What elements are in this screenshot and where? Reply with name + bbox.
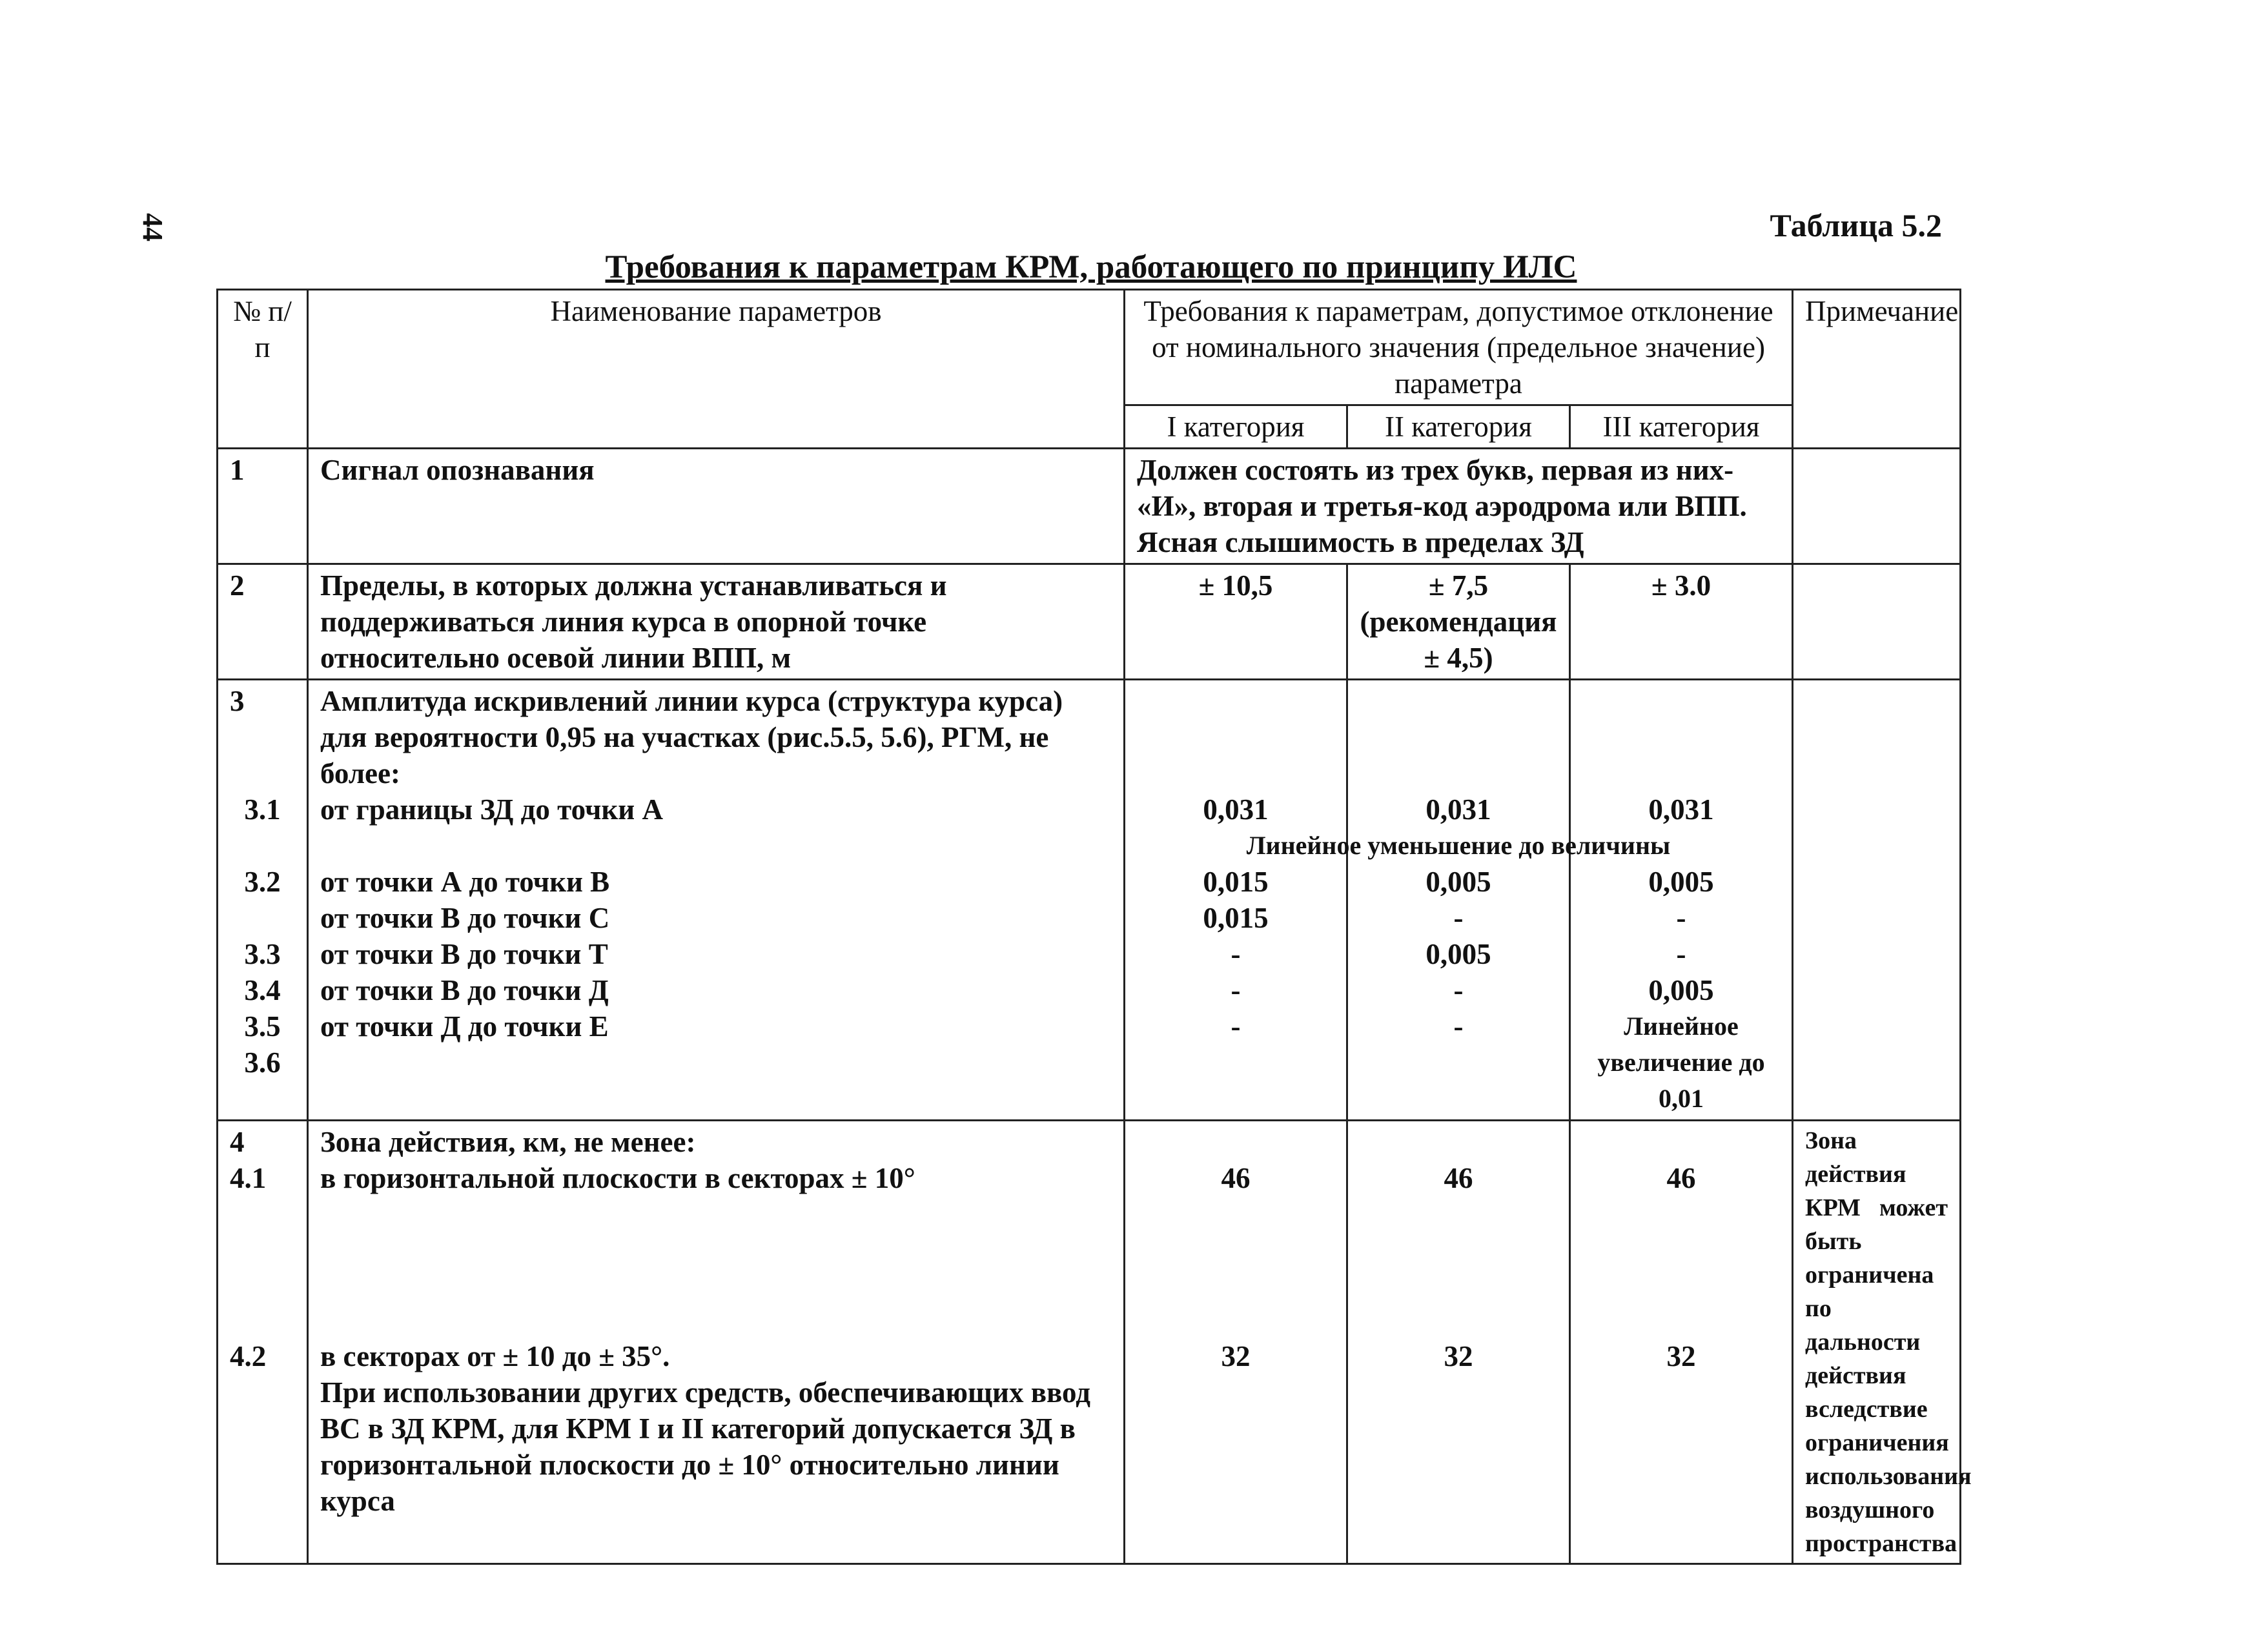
row4-cat2-0: 46 (1444, 1162, 1473, 1194)
row4-cat1-0: 46 (1221, 1162, 1251, 1194)
row2-note (1793, 564, 1961, 680)
row4-cat1-1: 32 (1221, 1340, 1251, 1372)
header-cat1: I категория (1125, 405, 1347, 449)
row4-num-2: 4.2 (230, 1340, 267, 1372)
row3-cat2-7: - (1453, 1010, 1464, 1043)
row3-name-3: от точки А до точки В (320, 866, 610, 898)
row4-name-1: в горизонтальной плоскости в секторах ± 10° (320, 1162, 915, 1194)
header-name: Наименование параметров (308, 290, 1125, 449)
row3-cat2-3: 0,005 (1425, 866, 1491, 898)
row2-name: Пределы, в которых должна устанавливаться и поддерживаться линия курса в опорной точке относительно осевой линии ВПП, м (308, 564, 1125, 680)
row3-cat3-3: 0,005 (1648, 866, 1714, 898)
row2-cat2: ± 7,5 (рекомендация ± 4,5) (1347, 564, 1570, 680)
row4-cat3-0: 46 (1666, 1162, 1696, 1194)
row2-num: 2 (218, 564, 308, 680)
row3-cat2-1: 0,031 (1425, 793, 1491, 826)
row3-name-0: Амплитуда искривлений линии курса (структура курса) для вероятности 0,95 на участках (рис.5.5, 5.6), РГМ, не более: (320, 685, 1063, 789)
requirements-table (216, 289, 1972, 1565)
row3-cat3 (1570, 680, 1793, 1121)
page-number: 44 (137, 213, 169, 241)
row1-num: 1 (218, 449, 308, 564)
row3-name-6: от точки В до точки Д (320, 974, 609, 1006)
header-row (218, 290, 1961, 405)
header-note: Примечание (1793, 290, 1961, 449)
row3-cat2-6: - (1453, 974, 1464, 1006)
row3-num-6: 3.4 (244, 974, 281, 1006)
row3-cat3-7: Линейное увеличение до 0,01 (1597, 1012, 1765, 1113)
row3-names (308, 680, 1125, 1121)
row3-cat1-3: 0,015 (1203, 866, 1269, 898)
row3-cat2 (1246, 680, 1671, 1121)
row4-num-1: 4.1 (230, 1162, 267, 1194)
row3-cat2-4: - (1453, 902, 1464, 934)
row3-cat3-5: - (1676, 938, 1686, 970)
row4-name-2: в секторах от ± 10 до ± 35°. (320, 1340, 670, 1372)
row4-num-0: 4 (230, 1126, 245, 1158)
row3-cat1-4: 0,015 (1203, 902, 1269, 934)
header-num: № п/п (218, 290, 308, 449)
table-title: Требования к параметрам КРМ, работающего по принципу ИЛС (605, 249, 1577, 285)
header-requirements: Требования к параметрам, допустимое отклонение от номинального значения (предельное значение) параметра (1125, 290, 1793, 405)
row3-cat1-6: - (1231, 974, 1241, 1006)
row3-cat1 (1125, 680, 1347, 1121)
table-row-2 (218, 564, 1961, 680)
row3-cat3-6: 0,005 (1648, 974, 1714, 1006)
row3-name-1: от границы ЗД до точки А (320, 793, 663, 826)
row1-name: Сигнал опознавания (308, 449, 1125, 564)
row2-cat1: ± 10,5 (1125, 564, 1347, 680)
row3-cat1-7: - (1231, 1010, 1241, 1043)
row4-cat2 (1347, 1121, 1570, 1564)
row3-cat1-1: 0,031 (1203, 793, 1269, 826)
row3-cat1-5: - (1231, 938, 1241, 970)
table-row-3 (218, 680, 1961, 1121)
row3-name-4: от точки В до точки С (320, 902, 610, 934)
row3-num-7: 3.5 (244, 1010, 281, 1043)
row4-cat1 (1125, 1121, 1347, 1564)
row4-name-0: Зона действия, км, не менее: (320, 1126, 696, 1158)
row3-note (1793, 680, 1961, 1121)
row3-cat2-5: 0,005 (1425, 938, 1491, 970)
row3-num-5: 3.3 (244, 938, 281, 970)
row4-names (308, 1121, 1125, 1564)
row3-name-5: от точки В до точки Т (320, 938, 608, 970)
row3-cat3-4: - (1676, 902, 1686, 934)
header-cat2: II категория (1347, 405, 1570, 449)
row1-requirement: Должен состоять из трех букв, первая из них- «И», вторая и третья-код аэродрома или ВПП. Ясная слышимость в пределах ЗД (1125, 449, 1793, 564)
row3-name-7: от точки Д до точки Е (320, 1010, 609, 1043)
row3-linear-note: Линейное уменьшение до величины (1246, 831, 1671, 860)
row4-cat3-1: 32 (1666, 1340, 1696, 1372)
row2-cat3: ± 3.0 (1570, 564, 1793, 680)
row3-num-3: 3.2 (244, 866, 281, 898)
row3-num-1: 3.1 (244, 793, 281, 826)
row3-num-0: 3 (230, 685, 245, 717)
table-label: Таблица 5.2 (1770, 207, 1942, 243)
row4-nums (218, 1121, 308, 1564)
header-cat3: III категория (1570, 405, 1793, 449)
row3-num-8: 3.6 (244, 1046, 281, 1079)
row4-cat2-1: 32 (1444, 1340, 1473, 1372)
row3-nums (218, 680, 308, 1121)
table-row-1 (218, 449, 1961, 564)
row3-cat3-1: 0,031 (1648, 793, 1714, 826)
table-row-4 (218, 1121, 1961, 1564)
row1-note (1793, 449, 1961, 564)
row4-cat3 (1570, 1121, 1793, 1564)
row4-note: Зона действия КРМ может быть ограничена по дальности действия вследствие ограничения использования воздушного пространства (1793, 1121, 1961, 1564)
row4-name-3: При использовании других средств, обеспечивающих ввод ВС в ЗД КРМ, для КРМ I и II категорий допускается ЗД в горизонтальной плоскости до ± 10° относительно линии курса (320, 1376, 1090, 1517)
